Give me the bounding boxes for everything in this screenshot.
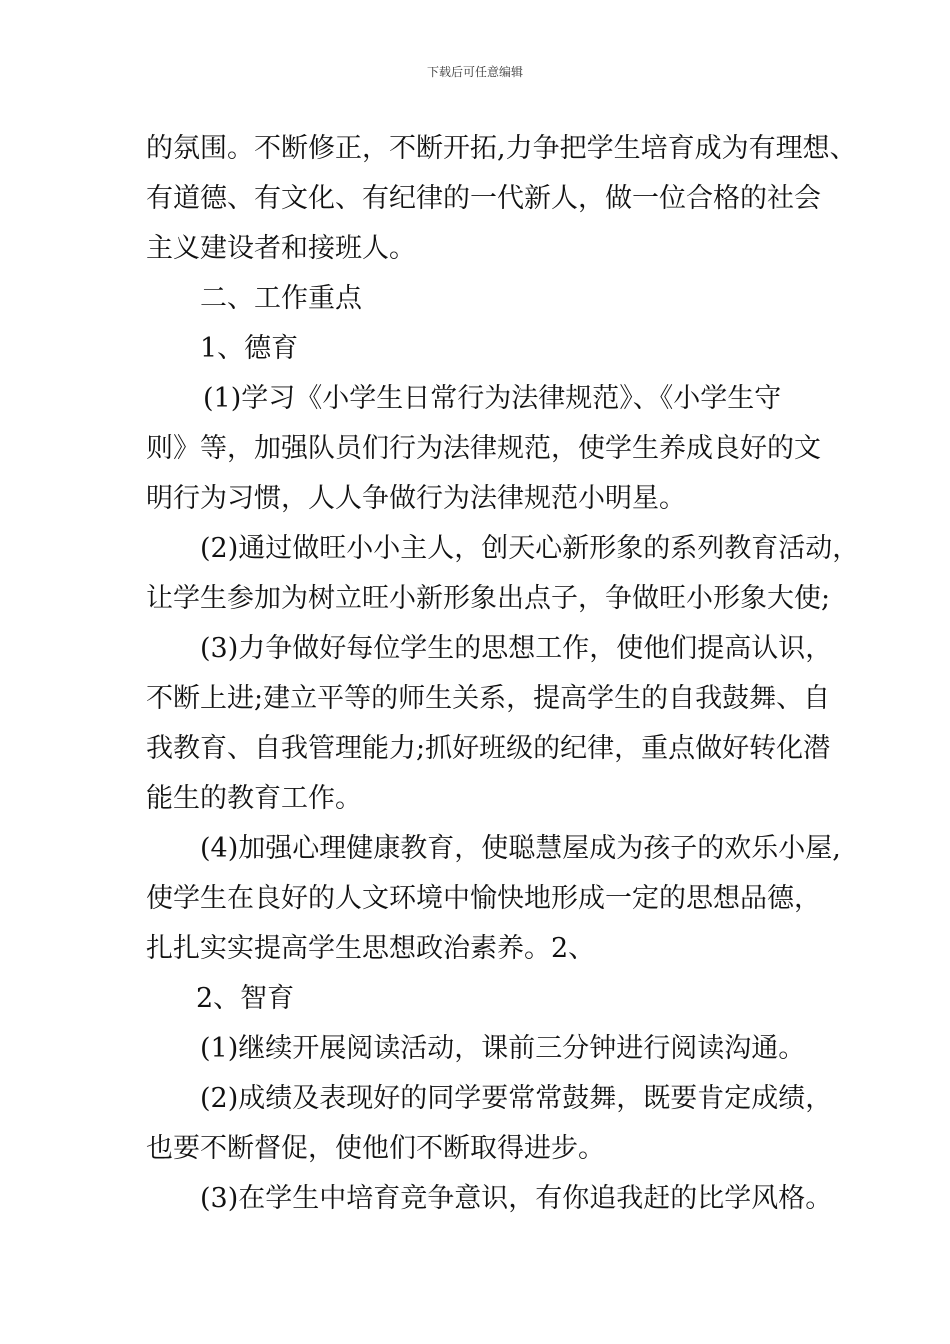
list-item: (2)通过做旺小小主人，创天心新形象的系列教育活动， — [200, 533, 860, 564]
text-line: 能生的教育工作。 — [146, 783, 362, 814]
subsection-heading: 1、德育 — [200, 333, 299, 364]
text-line: 扎扎实实提高学生思想政治素养。2、 — [146, 933, 596, 964]
text-line: 使学生在良好的人文环境中愉快地形成一定的思想品德， — [146, 883, 821, 914]
list-item: (1)学习《小学生日常行为法律规范》、《小学生守 — [203, 383, 782, 414]
text-line: 也要不断督促，使他们不断取得进步。 — [146, 1133, 605, 1164]
document-body — [146, 124, 860, 1224]
text-line: 我教育、自我管理能力;抓好班级的纪律，重点做好转化潜 — [146, 733, 831, 764]
text-line: 的氛围。不断修正，不断开拓,力争把学生培育成为有理想、 — [146, 133, 857, 164]
text-line: 让学生参加为树立旺小新形象出点子，争做旺小形象大使; — [146, 583, 831, 614]
text-line: 不断上进;建立平等的师生关系，提高学生的自我鼓舞、自 — [146, 683, 831, 714]
list-item: (4)加强心理健康教育，使聪慧屋成为孩子的欢乐小屋, — [200, 833, 841, 864]
list-item: (1)继续开展阅读活动，课前三分钟进行阅读沟通。 — [200, 1033, 806, 1064]
page-header-note: 下载后可任意编辑 — [426, 65, 523, 79]
text-line: 则》等，加强队员们行为法律规范，使学生养成良好的文 — [146, 433, 821, 464]
list-item: (3)力争做好每位学生的思想工作，使他们提高认识， — [200, 633, 833, 664]
text-line: 主义建设者和接班人。 — [146, 233, 416, 264]
text-line: 有道德、有文化、有纪律的一代新人，做一位合格的社会 — [146, 183, 821, 214]
list-item: (2)成绩及表现好的同学要常常鼓舞，既要肯定成绩， — [200, 1083, 833, 1114]
section-heading: 二、工作重点 — [200, 283, 362, 314]
text-line: 明行为习惯，人人争做行为法律规范小明星。 — [146, 483, 686, 514]
subsection-heading: 2、智育 — [196, 983, 295, 1014]
list-item: (3)在学生中培育竞争意识，有你追我赶的比学风格。 — [200, 1183, 833, 1214]
